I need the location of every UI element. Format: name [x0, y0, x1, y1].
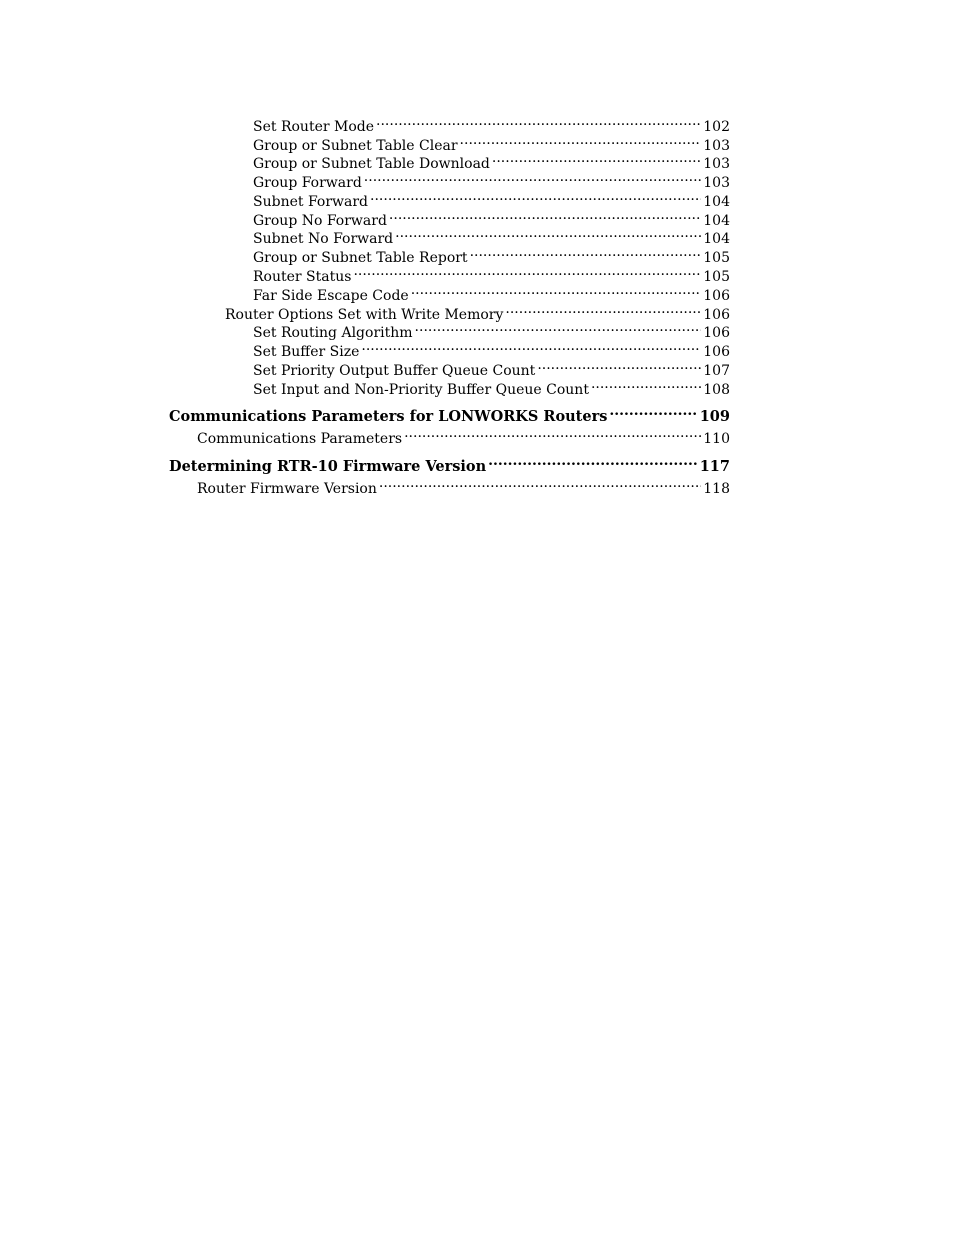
toc-entry-label: Set Priority Output Buffer Queue Count: [253, 363, 536, 379]
dot-leader: [379, 475, 701, 493]
dot-leader: [370, 188, 701, 206]
dot-leader: [389, 207, 701, 225]
toc-entry-label: Communications Parameters: [197, 431, 403, 447]
toc-entry-page: 102: [703, 119, 730, 135]
toc-chapter-entry[interactable]: [169, 403, 730, 426]
dot-leader: [364, 169, 701, 187]
toc-entry-label: Group Forward: [253, 175, 362, 191]
dot-leader: [505, 301, 701, 319]
toc-entry-page: 109: [699, 408, 730, 425]
toc-entry-label: Communications Parameters for LONWORKS Routers: [169, 408, 608, 425]
toc-entry-page: 103: [703, 156, 730, 172]
toc-entry-label: Group No Forward: [253, 213, 387, 229]
toc-entry-label: Set Routing Algorithm: [253, 325, 413, 341]
toc-entry-page: 106: [703, 307, 730, 323]
toc-entry-page: 106: [703, 325, 730, 341]
dot-leader: [488, 453, 698, 471]
toc-entry-label: Router Firmware Version: [197, 481, 377, 497]
toc-entry-label: Subnet No Forward: [253, 231, 394, 247]
toc-entry-page: 118: [703, 481, 730, 497]
dot-leader: [361, 338, 701, 356]
toc-entry[interactable]: [197, 475, 730, 498]
toc-entry-label: Far Side Escape Code: [253, 288, 409, 304]
dot-leader: [395, 225, 701, 243]
toc-entry-page: 104: [703, 194, 730, 210]
toc-entry-page: 106: [703, 344, 730, 360]
toc-entry[interactable]: [253, 376, 730, 399]
dot-leader: [609, 403, 697, 421]
dot-leader: [415, 319, 702, 337]
toc-chapter-entry[interactable]: [169, 453, 730, 476]
dot-leader: [537, 357, 701, 375]
toc-entry-label: Subnet Forward: [253, 194, 369, 210]
dot-leader: [460, 132, 702, 150]
dot-leader: [376, 113, 701, 131]
toc-entry-label: Set Input and Non-Priority Buffer Queue Count: [253, 382, 589, 398]
toc-entry-label: Router Options Set with Write Memory: [225, 307, 504, 323]
toc-entry-page: 117: [699, 458, 730, 475]
toc-entry-page: 103: [703, 138, 730, 154]
toc-entry-label: Group or Subnet Table Report: [253, 250, 468, 266]
toc-entry-label: Set Router Mode: [253, 119, 375, 135]
toc-entry-page: 104: [703, 213, 730, 229]
dot-leader: [404, 425, 701, 443]
toc-entry-label: Group or Subnet Table Clear: [253, 138, 458, 154]
toc-entry-label: Group or Subnet Table Download: [253, 156, 490, 172]
toc-entry-page: 107: [703, 363, 730, 379]
toc-entry-page: 108: [703, 382, 730, 398]
dot-leader: [492, 150, 701, 168]
toc-entry-page: 110: [703, 431, 730, 447]
toc-entry-page: 104: [703, 231, 730, 247]
dot-leader: [353, 263, 701, 281]
dot-leader: [591, 376, 701, 394]
dot-leader: [470, 244, 702, 262]
toc-entry[interactable]: [197, 425, 730, 448]
toc-entry-label: Set Buffer Size: [253, 344, 360, 360]
toc-entry-page: 105: [703, 269, 730, 285]
toc-entry-label: Router Status: [253, 269, 352, 285]
toc-entry-page: 105: [703, 250, 730, 266]
toc-entry-page: 103: [703, 175, 730, 191]
toc-entry-label: Determining RTR-10 Firmware Version: [169, 458, 487, 475]
toc-entry-page: 106: [703, 288, 730, 304]
dot-leader: [411, 282, 702, 300]
